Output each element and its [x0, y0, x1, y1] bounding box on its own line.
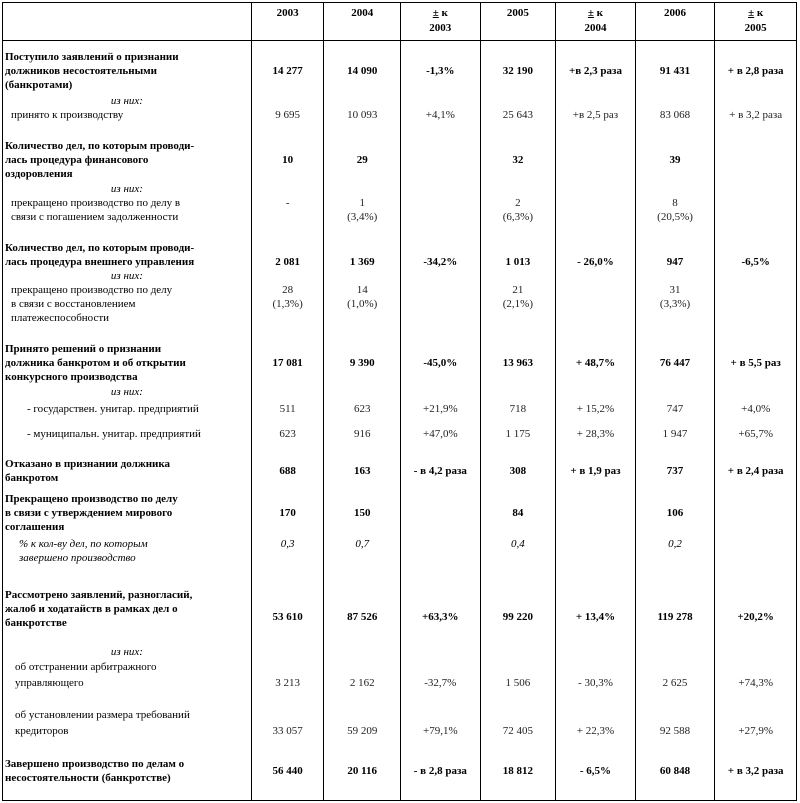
cell-share-recovery_stopped: (6,3%) [502, 211, 533, 223]
cell-external_stopped: 31 [669, 284, 681, 296]
header-change-year: 2004 [584, 22, 607, 34]
row-label-settlement_pct: % к кол-ву дел, по которым [19, 538, 148, 550]
cell-refused: - в 4,2 раза [413, 465, 467, 477]
cell-completed: 60 848 [659, 765, 691, 777]
row-label-bankrupt: конкурсного производства [5, 371, 138, 383]
change-to-2003-column [401, 41, 481, 801]
row-label-settlement: соглашения [5, 521, 65, 533]
header-row [3, 3, 797, 41]
row-label-external: лась процедура внешнего управления [5, 256, 195, 268]
cell-share-external_stopped: (1,3%) [272, 298, 303, 310]
row-label-municipal_unitary: - муниципальн. унитар. предприятий [27, 428, 201, 440]
header-change-word: к [596, 7, 604, 19]
row-label-applications: Поступило заявлений о признании [5, 51, 179, 63]
cell-removal: -32,7% [424, 677, 457, 689]
cell-external: -34,2% [423, 256, 458, 268]
cell-applications: 91 431 [659, 65, 691, 77]
cell-accepted: +4,1% [425, 109, 455, 121]
header-year-2003: 2003 [251, 3, 324, 41]
values-2006-column [635, 41, 715, 801]
cell-external: 2 081 [275, 256, 301, 268]
cell-bankrupt: + 48,7% [575, 357, 616, 369]
row-label-external: Количество дел, по которым проводи- [5, 242, 195, 254]
cell-refused: 688 [279, 465, 296, 477]
cell-external: 947 [666, 256, 684, 268]
cell-applications: 32 190 [502, 65, 533, 77]
cell-external: -6,5% [741, 256, 770, 268]
cell-claims: +27,9% [738, 725, 773, 737]
cell-refused: 163 [353, 465, 371, 477]
cell-claims: + 22,3% [576, 725, 615, 737]
row-label-reviewed: Рассмотрено заявлений, разногласий, [5, 589, 193, 601]
change-to-2005-column [715, 41, 797, 801]
cell-recovery: 10 [282, 154, 294, 166]
cell-bankrupt: 17 081 [272, 357, 303, 369]
header-change-year: 2003 [429, 22, 452, 34]
cell-share-recovery_stopped: (3,4%) [347, 211, 378, 223]
values-2005-column [480, 41, 556, 801]
cell-settlement: 84 [512, 507, 524, 519]
row-label-bankrupt: должника банкротом и об открытии [5, 357, 186, 369]
cell-claims: 92 588 [659, 725, 691, 737]
row-label-external_stopped: прекращено производство по делу [11, 284, 173, 296]
cell-settlement: 170 [279, 507, 296, 519]
body-row [3, 41, 797, 801]
row-label-claims: кредиторов [15, 725, 69, 737]
cell-settlement: 106 [666, 507, 684, 519]
cell-municipal_unitary: +65,7% [738, 428, 773, 440]
cell-bankrupt: + в 5,5 раз [730, 357, 781, 369]
cell-claims: 72 405 [502, 725, 533, 737]
cell-refused: 737 [666, 465, 684, 477]
cell-settlement_pct: 0,7 [355, 538, 370, 550]
row-label-reviewed: жалоб и ходатайств в рамках дел о [5, 603, 178, 615]
cell-municipal_unitary: +47,0% [422, 428, 458, 440]
plus-minus-symbol: ± [587, 7, 594, 19]
row-label-completed: несостоятельности (банкротстве) [5, 772, 171, 784]
row-label-applications: должников несостоятельными [5, 65, 158, 77]
row-label-completed: Завершено производство по делам о [5, 758, 185, 770]
cell-accepted: +в 2,5 раз [572, 109, 619, 121]
values-2004-column [324, 41, 401, 801]
cell-bankrupt: 9 390 [349, 357, 375, 369]
cell-removal: +74,3% [738, 677, 773, 689]
cell-refused: 308 [509, 465, 527, 477]
header-change-2004 [556, 3, 636, 41]
cell-reviewed: + 13,4% [575, 611, 616, 623]
cell-bankrupt: 76 447 [659, 357, 691, 369]
cell-bankrupt: 13 963 [502, 357, 533, 369]
cell-recovery: 32 [512, 154, 524, 166]
row-label-external_stopped: в связи с восстановлением [11, 298, 136, 310]
row-label-recovery: лась процедура финансового [5, 154, 149, 166]
cell-settlement_pct: 0,3 [280, 538, 295, 550]
row-label-recovery_stopped: связи с погашением задолженности [11, 211, 179, 223]
cell-municipal_unitary: 1 175 [505, 428, 531, 440]
cell-removal: 2 625 [662, 677, 688, 689]
values-2003-column [251, 41, 324, 801]
cell-external: 1 013 [505, 256, 531, 268]
cell-completed: - 6,5% [579, 765, 612, 777]
cell-external_stopped: 14 [356, 284, 368, 296]
cell-recovery: 29 [356, 154, 368, 166]
cell-municipal_unitary: 623 [279, 428, 296, 440]
header-year-2006: 2006 [635, 3, 715, 41]
header-change-year: 2005 [744, 22, 767, 34]
cell-bankrupt: -45,0% [423, 357, 458, 369]
cell-applications: 14 090 [347, 65, 378, 77]
cell-claims: +79,1% [422, 725, 458, 737]
cell-recovery_stopped: 1 [359, 197, 365, 209]
header-change-word: к [441, 7, 448, 19]
cell-accepted: 25 643 [502, 109, 533, 121]
cell-applications: -1,3% [426, 65, 455, 77]
cell-removal: - 30,3% [578, 677, 613, 689]
row-label-removal: управляющего [15, 677, 84, 689]
of-them-note: из них: [110, 386, 143, 398]
cell-completed: 18 812 [502, 765, 533, 777]
cell-share-external_stopped: (2,1%) [502, 298, 533, 310]
cell-reviewed: 87 526 [347, 611, 378, 623]
cell-accepted: + в 3,2 раза [729, 109, 783, 121]
cell-state_unitary: 623 [353, 403, 371, 415]
header-change-word: к [756, 7, 764, 19]
cell-recovery: 39 [669, 154, 681, 166]
cell-accepted: 9 695 [275, 109, 301, 121]
cell-reviewed: +63,3% [422, 611, 459, 623]
cell-state_unitary: 718 [509, 403, 527, 415]
header-year-2004: 2004 [324, 3, 401, 41]
row-label-reviewed: банкротстве [5, 617, 67, 629]
cell-reviewed: 99 220 [502, 611, 533, 623]
cell-share-external_stopped: (3,3%) [659, 298, 691, 310]
header-blank-cell [3, 3, 252, 41]
cell-state_unitary: 747 [666, 403, 684, 415]
cell-recovery_stopped: 8 [672, 197, 678, 209]
cell-municipal_unitary: 916 [353, 428, 371, 440]
cell-municipal_unitary: + 28,3% [576, 428, 615, 440]
cell-external_stopped: 28 [282, 284, 294, 296]
cell-settlement: 150 [353, 507, 371, 519]
row-label-settlement: Прекращено производство по делу [5, 493, 178, 505]
cell-refused: + в 1,9 раз [570, 465, 621, 477]
header-change-2003 [401, 3, 481, 41]
cell-applications: 14 277 [272, 65, 303, 77]
cell-state_unitary: +21,9% [422, 403, 458, 415]
of-them-note: из них: [110, 183, 143, 195]
cell-recovery_stopped: 2 [515, 197, 521, 209]
row-label-settlement_pct: завершено производство [19, 552, 136, 564]
row-label-bankrupt: Принято решений о признании [5, 343, 162, 355]
row-label-refused: Отказано в признании должника [5, 458, 171, 470]
cell-accepted: 10 093 [347, 109, 378, 121]
cell-completed: 20 116 [347, 765, 378, 777]
row-label-state_unitary: - государствен. унитар. предприятий [27, 403, 199, 415]
row-label-applications: (банкротами) [5, 79, 73, 91]
row-label-recovery: оздоровления [5, 168, 73, 180]
row-label-accepted: принято к производству [11, 109, 124, 121]
cell-state_unitary: 511 [279, 403, 296, 415]
row-label-removal: об отстранении арбитражного [15, 661, 157, 673]
cell-removal: 1 506 [505, 677, 531, 689]
label-column [3, 41, 252, 801]
header-year-2005: 2005 [480, 3, 556, 41]
cell-state_unitary: + 15,2% [576, 403, 615, 415]
plus-minus-symbol: ± [432, 7, 439, 19]
cell-refused: + в 2,4 раза [727, 465, 784, 477]
cell-completed: + в 3,2 раза [727, 765, 784, 777]
cell-applications: +в 2,3 раза [568, 65, 622, 77]
cell-external: - 26,0% [577, 256, 614, 268]
header-change-2005 [715, 3, 797, 41]
bankruptcy-statistics-table [2, 2, 797, 801]
cell-reviewed: 119 278 [657, 611, 693, 623]
cell-claims: 33 057 [272, 725, 303, 737]
cell-external_stopped: 21 [512, 284, 524, 296]
cell-reviewed: 53 610 [272, 611, 303, 623]
cell-removal: 2 162 [349, 677, 375, 689]
row-label-recovery: Количество дел, по которым проводи- [5, 140, 195, 152]
cell-removal: 3 213 [275, 677, 301, 689]
cell-completed: - в 2,8 раза [413, 765, 467, 777]
cell-reviewed: +20,2% [737, 611, 774, 623]
cell-state_unitary: +4,0% [741, 403, 771, 415]
row-label-external_stopped: платежеспособности [11, 312, 110, 324]
cell-share-external_stopped: (1,0%) [347, 298, 378, 310]
cell-claims: 59 209 [347, 725, 378, 737]
of-them-note: из них: [110, 646, 143, 658]
row-label-recovery_stopped: прекращено производство по делу в [11, 197, 181, 209]
cell-recovery_stopped: - [285, 197, 290, 209]
of-them-note: из них: [110, 270, 143, 282]
cell-settlement_pct: 0,2 [668, 538, 682, 550]
cell-settlement_pct: 0,4 [511, 538, 525, 550]
cell-share-recovery_stopped: (20,5%) [657, 211, 693, 223]
row-label-refused: банкротом [5, 472, 59, 484]
cell-completed: 56 440 [272, 765, 303, 777]
row-label-claims: об установлении размера требований [15, 709, 190, 721]
cell-external: 1 369 [349, 256, 375, 268]
cell-municipal_unitary: 1 947 [662, 428, 688, 440]
of-them-note: из них: [110, 95, 143, 107]
row-label-settlement: в связи с утверждением мирового [5, 507, 173, 519]
change-to-2004-column [556, 41, 636, 801]
cell-applications: + в 2,8 раза [727, 65, 784, 77]
cell-accepted: 83 068 [659, 109, 691, 121]
plus-minus-symbol: ± [748, 7, 755, 19]
